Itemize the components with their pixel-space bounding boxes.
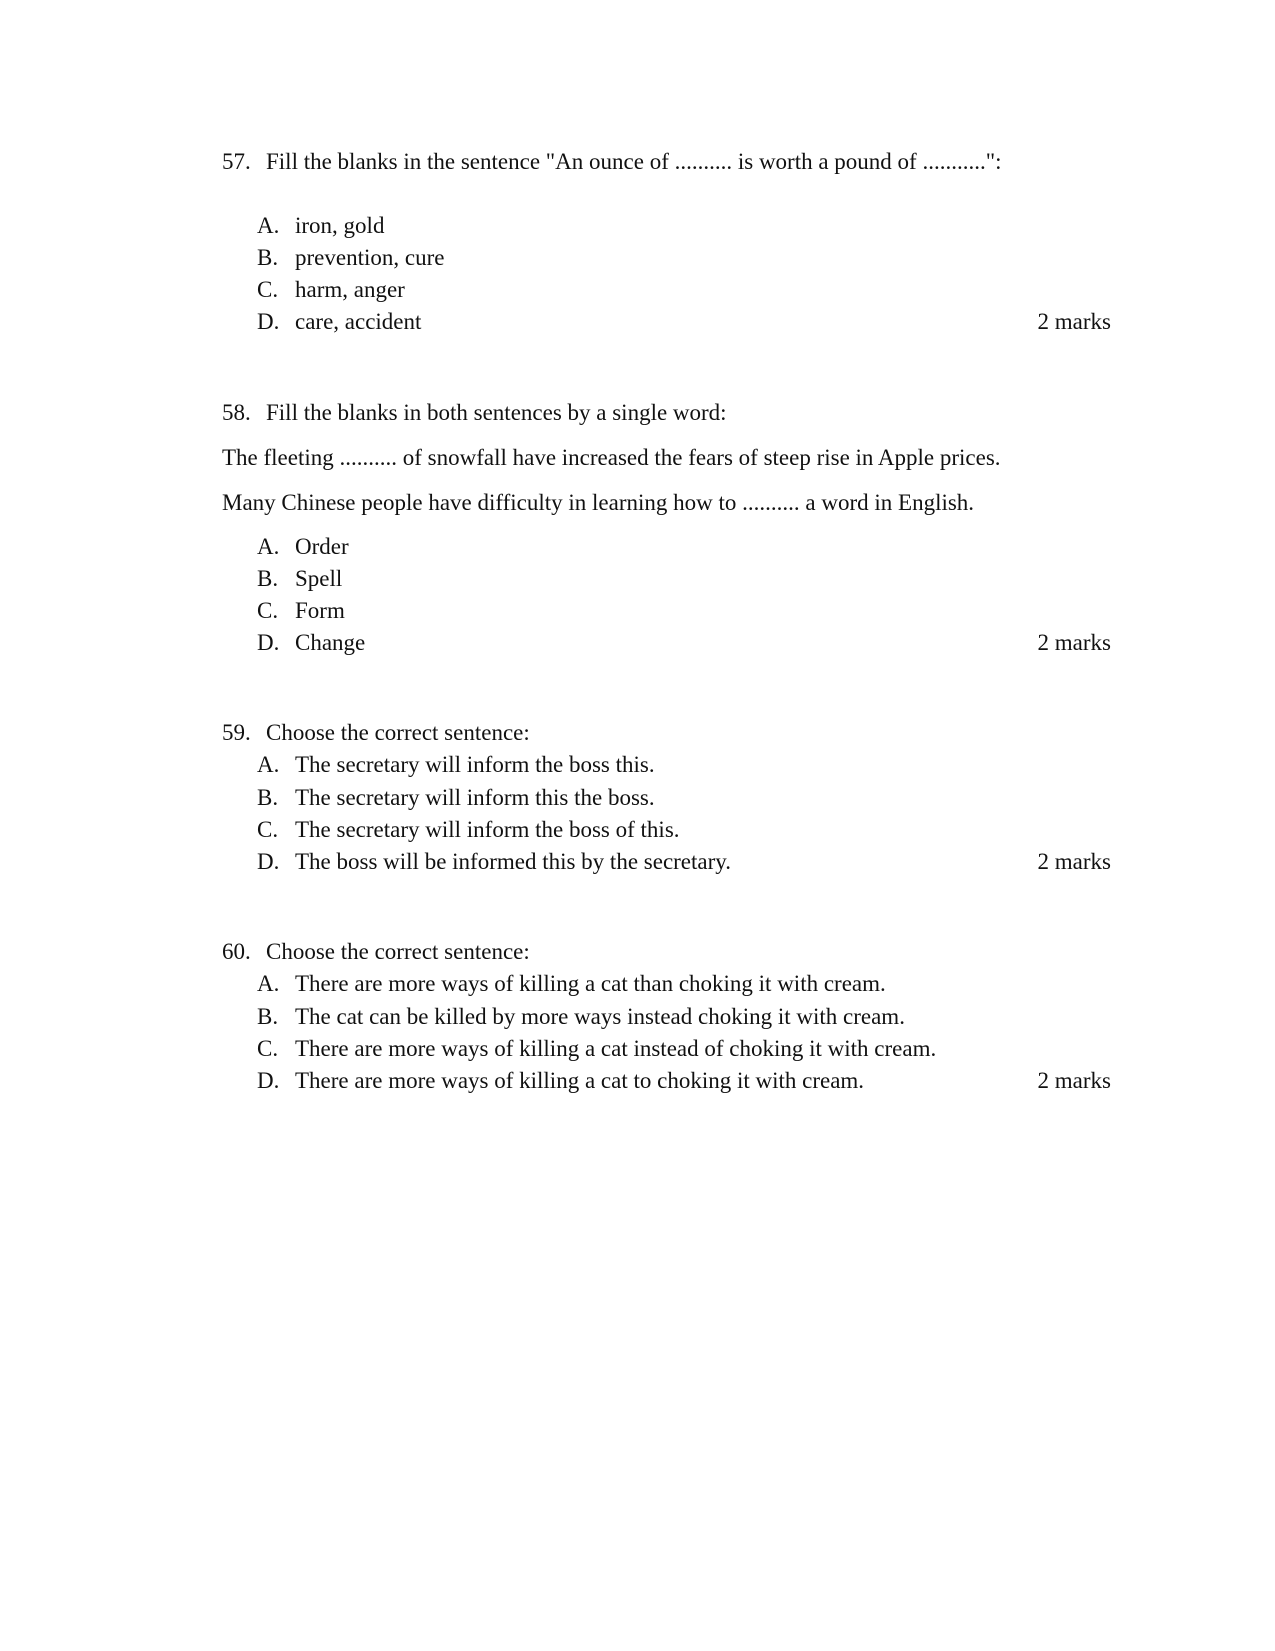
question-prompt: Choose the correct sentence: bbox=[266, 720, 530, 745]
marks-label: 2 marks bbox=[1037, 309, 1111, 334]
question-number: 59. bbox=[222, 720, 251, 745]
option-text: The cat can be killed by more ways instead choking it with cream. bbox=[295, 1004, 905, 1029]
question-number: 60. bbox=[222, 939, 251, 964]
option-text: iron, gold bbox=[295, 213, 385, 238]
option-text: prevention, cure bbox=[295, 245, 445, 270]
option-text: Change bbox=[295, 630, 366, 655]
option-text: The boss will be informed this by the secretary. bbox=[295, 849, 732, 874]
option-letter: D. bbox=[257, 630, 280, 655]
blank-sentence: Many Chinese people have difficulty in learning how to .......... a word in English. bbox=[222, 490, 975, 515]
question-prompt: Fill the blanks in both sentences by a single word: bbox=[266, 400, 727, 425]
option-text: harm, anger bbox=[295, 277, 405, 302]
option-letter: D. bbox=[257, 849, 280, 874]
option-text: The secretary will inform this the boss. bbox=[295, 785, 655, 810]
option-letter: C. bbox=[257, 277, 279, 302]
marks-label: 2 marks bbox=[1037, 849, 1111, 874]
option-letter: B. bbox=[257, 566, 279, 591]
option-letter: B. bbox=[257, 785, 279, 810]
option-text: There are more ways of killing a cat than choking it with cream. bbox=[295, 971, 886, 996]
option-text: There are more ways of killing a cat instead of choking it with cream. bbox=[295, 1036, 937, 1061]
question-prompt: Choose the correct sentence: bbox=[266, 939, 530, 964]
blank-sentence: The fleeting .......... of snowfall have increased the fears of steep rise in Apple prices. bbox=[222, 445, 1001, 470]
option-letter: C. bbox=[257, 1036, 279, 1061]
option-text: care, accident bbox=[295, 309, 422, 334]
option-letter: A. bbox=[257, 971, 280, 996]
option-text: There are more ways of killing a cat to choking it with cream. bbox=[295, 1068, 865, 1093]
marks-label: 2 marks bbox=[1037, 630, 1111, 655]
question-number: 57. bbox=[222, 149, 251, 174]
option-text: Spell bbox=[295, 566, 343, 591]
question-number: 58. bbox=[222, 400, 251, 425]
marks-label: 2 marks bbox=[1037, 1068, 1111, 1093]
option-letter: B. bbox=[257, 1004, 279, 1029]
option-letter: B. bbox=[257, 245, 279, 270]
question-prompt: Fill the blanks in the sentence "An ounce of .......... is worth a pound of ...........": bbox=[266, 149, 1002, 174]
option-letter: A. bbox=[257, 752, 280, 777]
option-text: The secretary will inform the boss of this. bbox=[295, 817, 680, 842]
option-letter: D. bbox=[257, 1068, 280, 1093]
option-letter: D. bbox=[257, 309, 280, 334]
option-text: Form bbox=[295, 598, 345, 623]
option-letter: C. bbox=[257, 817, 279, 842]
option-letter: C. bbox=[257, 598, 279, 623]
option-letter: A. bbox=[257, 213, 280, 238]
option-text: The secretary will inform the boss this. bbox=[295, 752, 655, 777]
option-text: Order bbox=[295, 534, 349, 559]
option-letter: A. bbox=[257, 534, 280, 559]
